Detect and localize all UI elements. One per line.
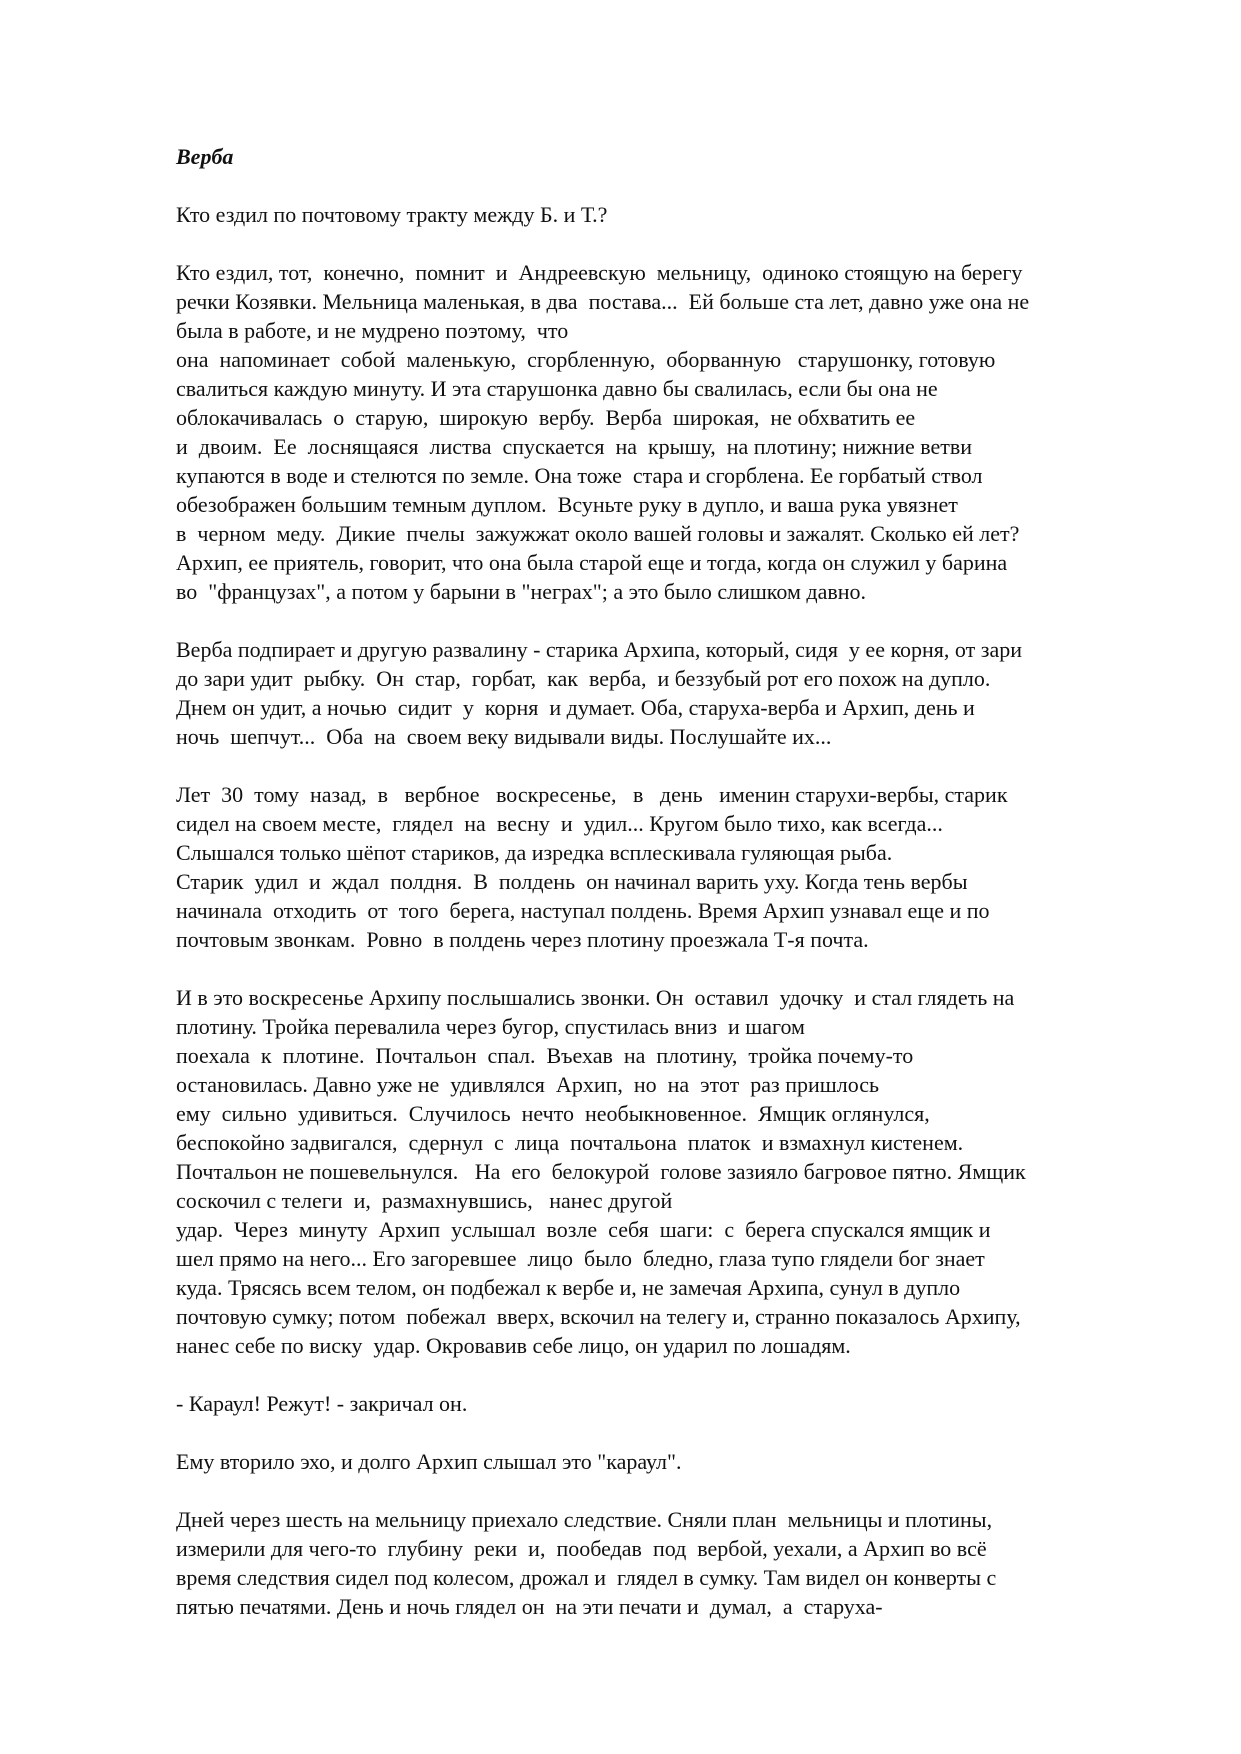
text-line: Старик удил и ждал полдня. В полдень он начинал варить уху. Когда тень вербы bbox=[176, 869, 968, 894]
text-line: Днем он удит, а ночью сидит у корня и думает. Оба, старуха-верба и Архип, день и bbox=[176, 695, 975, 720]
text-line: плотину. Тройка перевалила через бугор, спустилась вниз и шагом bbox=[176, 1014, 805, 1039]
text-line: остановилась. Давно уже не удивлялся Архип, но на этот раз пришлось bbox=[176, 1072, 880, 1097]
text-line: начинала отходить от того берега, наступал полдень. Время Архип узнавал еще и по bbox=[176, 898, 990, 923]
paragraph-spacing bbox=[176, 606, 1166, 635]
text-line: Почтальон не пошевельнулся. На его белокурой голове зазияло багровое пятно. Ямщик bbox=[176, 1159, 1026, 1184]
text-line: Верба подпирает и другую развалину - старика Архипа, который, сидя у ее корня, от зари bbox=[176, 637, 1022, 662]
text-line: Слышался только шёпот стариков, да изредка всплескивала гуляющая рыба. bbox=[176, 840, 893, 865]
text-line: облокачивалась о старую, широкую вербу. Верба широкая, не обхватить ее bbox=[176, 405, 916, 430]
text-line: шел прямо на него... Его загоревшее лицо было бледно, глаза тупо глядели бог знает bbox=[176, 1246, 985, 1271]
text-line: соскочил с телеги и, размахнувшись, нанес другой bbox=[176, 1188, 673, 1213]
paragraph-spacing bbox=[176, 751, 1166, 780]
text-line: свалиться каждую минуту. И эта старушонка давно бы свалилась, если бы она не bbox=[176, 376, 938, 401]
text-line: Ему вторило эхо, и долго Архип слышал это "караул". bbox=[176, 1449, 682, 1474]
text-line: речки Козявки. Мельница маленькая, в два постава... Ей больше ста лет, давно уже она не bbox=[176, 289, 1030, 314]
paragraph-spacing bbox=[176, 1360, 1166, 1389]
text-line: купаются в воде и стелются по земле. Она тоже стара и сгорблена. Ее горбатый ствол bbox=[176, 463, 983, 488]
text-line: удар. Через минуту Архип услышал возле себя шаги: с берега спускался ямщик и bbox=[176, 1217, 991, 1242]
document-body bbox=[176, 130, 1166, 1621]
text-line: время следствия сидел под колесом, дрожал и глядел в сумку. Там видел он конверты с bbox=[176, 1565, 997, 1590]
text-line: обезображен большим темным дуплом. Всуньте руку в дупло, и ваша рука увязнет bbox=[176, 492, 958, 517]
document-title: Верба bbox=[176, 144, 234, 169]
text-line: Кто ездил по почтовому тракту между Б. и Т.? bbox=[176, 202, 608, 227]
paragraph-spacing bbox=[176, 229, 1166, 258]
text-line: была в работе, и не мудрено поэтому, что bbox=[176, 318, 569, 343]
text-line: пятью печатями. День и ночь глядел он на эти печати и думал, а старуха- bbox=[176, 1594, 883, 1619]
paragraph bbox=[176, 780, 1166, 954]
paragraph-spacing bbox=[176, 954, 1166, 983]
paragraph bbox=[176, 258, 1166, 606]
text-line: ночь шепчут... Оба на своем веку видывали виды. Послушайте их... bbox=[176, 724, 832, 749]
text-line: нанес себе по виску удар. Окровавив себе лицо, он ударил по лошадям. bbox=[176, 1333, 851, 1358]
text-line: Кто ездил, тот, конечно, помнит и Андреевскую мельницу, одиноко стоящую на берегу bbox=[176, 260, 1023, 285]
paragraph bbox=[176, 1389, 1166, 1418]
text-line: Архип, ее приятель, говорит, что она была старой еще и тогда, когда он служил у барина bbox=[176, 550, 1008, 575]
text-line: во "французах", а потом у барыни в "неграх"; а это было слишком давно. bbox=[176, 579, 867, 604]
text-line: - Караул! Режут! - закричал он. bbox=[176, 1391, 468, 1416]
text-line: измерили для чего-то глубину реки и, пообедав под вербой, уехали, а Архип во всё bbox=[176, 1536, 987, 1561]
text-line: Дней через шесть на мельницу приехало следствие. Сняли план мельницы и плотины, bbox=[176, 1507, 993, 1532]
paragraph bbox=[176, 635, 1166, 751]
text-line: она напоминает собой маленькую, сгорбленную, оборванную старушонку, готовую bbox=[176, 347, 996, 372]
paragraph bbox=[176, 983, 1166, 1360]
text-line: почтовую сумку; потом побежал вверх, вскочил на телегу и, странно показалось Архипу, bbox=[176, 1304, 1021, 1329]
text-line: ему сильно удивиться. Случилось нечто необыкновенное. Ямщик оглянулся, bbox=[176, 1101, 930, 1126]
text-line: и двоим. Ее лоснящаяся листва спускается на крышу, на плотину; нижние ветви bbox=[176, 434, 973, 459]
text-line: в черном меду. Дикие пчелы зажужжат около вашей головы и зажалят. Сколько ей лет? bbox=[176, 521, 1020, 546]
text-line: до зари удит рыбку. Он стар, горбат, как верба, и беззубый рот его похож на дупло. bbox=[176, 666, 991, 691]
text-line: И в это воскресенье Архипу послышались звонки. Он оставил удочку и стал глядеть на bbox=[176, 985, 1015, 1010]
paragraph bbox=[176, 200, 1166, 229]
paragraph bbox=[176, 1447, 1166, 1476]
paragraph-spacing bbox=[176, 1418, 1166, 1447]
text-line: беспокойно задвигался, сдернул с лица почтальона платок и взмахнул кистенем. bbox=[176, 1130, 964, 1155]
title-spacing bbox=[176, 171, 1166, 200]
text-line: сидел на своем месте, глядел на весну и удил... Кругом было тихо, как всегда... bbox=[176, 811, 943, 836]
text-line: куда. Трясясь всем телом, он подбежал к вербе и, не замечая Архипа, сунул в дупло bbox=[176, 1275, 961, 1300]
paragraph bbox=[176, 1505, 1166, 1621]
paragraph-container bbox=[176, 200, 1166, 1621]
text-line: поехала к плотине. Почтальон спал. Въехав на плотину, тройка почему-то bbox=[176, 1043, 914, 1068]
text-line: Лет 30 тому назад, в вербное воскресенье, в день именин старухи-вербы, старик bbox=[176, 782, 1008, 807]
text-line: почтовым звонкам. Ровно в полдень через плотину проезжала Т-я почта. bbox=[176, 927, 869, 952]
paragraph-spacing bbox=[176, 1476, 1166, 1505]
